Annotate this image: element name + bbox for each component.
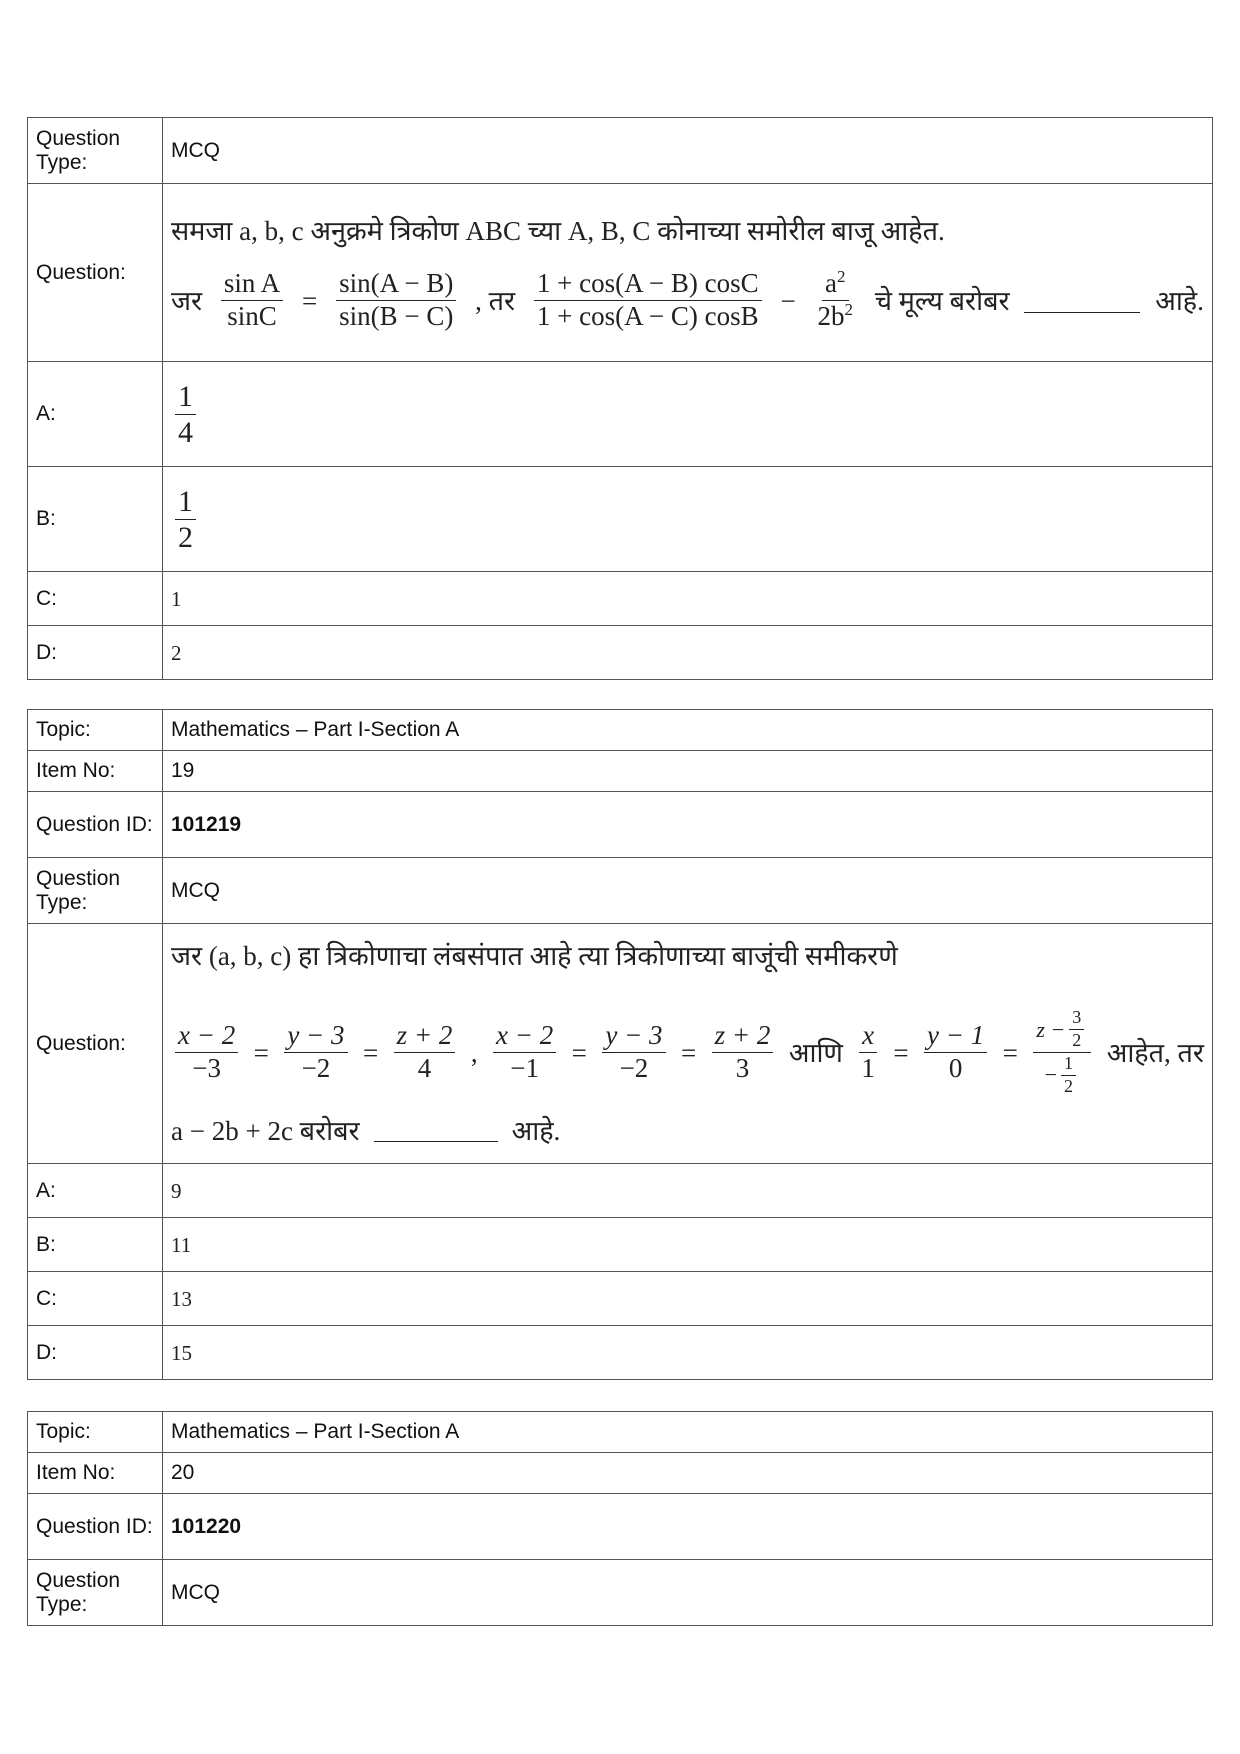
fraction-denominator: −3: [192, 1053, 221, 1083]
fraction-numerator: x − 2: [493, 1021, 556, 1053]
item-no-value: 19: [163, 751, 1213, 792]
fraction-z: [712, 1021, 774, 1083]
text-tail: चे मूल्य बरोबर: [874, 285, 1010, 316]
fraction-sina-sinc: [221, 269, 283, 331]
equals-sign: =: [893, 1037, 909, 1068]
answer-blank: [374, 1119, 498, 1142]
equals-sign: =: [362, 1037, 379, 1068]
question-label: Question:: [28, 184, 163, 362]
question-id-label: Question ID:: [28, 792, 163, 858]
fraction-numerator: 1: [175, 380, 196, 415]
question-block-19: [27, 709, 1213, 1380]
equals-sign: =: [571, 1037, 587, 1068]
question-type-value: MCQ: [163, 858, 1213, 924]
fraction-denominator: 3: [735, 1053, 750, 1083]
topic-value: Mathematics – Part I-Section A: [163, 1412, 1213, 1453]
fraction-one-half: [1061, 1054, 1076, 1097]
fraction-denominator: 2: [1072, 1030, 1082, 1051]
fraction-numerator: y − 3: [284, 1021, 347, 1053]
fraction-denominator: [815, 301, 857, 332]
fraction-z: [394, 1021, 456, 1083]
fraction-denominator: sin(B − C): [339, 301, 454, 331]
option-d-value: 15: [163, 1326, 1213, 1380]
item-no-value: 20: [163, 1453, 1213, 1494]
exponent: 2: [837, 267, 846, 287]
text-end: आहे.: [1155, 285, 1204, 316]
topic-value: Mathematics – Part I-Section A: [163, 710, 1213, 751]
fraction-numerator: 3: [1069, 1008, 1084, 1030]
option-b-value: [163, 467, 1213, 572]
equals-sign: =: [1002, 1037, 1018, 1068]
fraction-numerator: y − 3: [602, 1021, 665, 1053]
base-a: a: [825, 268, 837, 299]
text-tail: आहेत, तर: [1106, 1037, 1204, 1068]
option-c-value: 1: [163, 572, 1213, 626]
question-line-1: समजा a, b, c अनुक्रमे त्रिकोण ABC च्या A, B, C कोनाच्या समोरील बाजू आहेत.: [171, 216, 945, 247]
fraction-one-quarter: [175, 380, 196, 449]
text-ani: आणि: [788, 1037, 843, 1068]
z-minus: z −: [1036, 1016, 1066, 1042]
fraction-y: [924, 1021, 987, 1083]
text-jar: जर: [171, 285, 203, 316]
question-content: [163, 184, 1213, 362]
fraction-x: [493, 1021, 556, 1083]
option-c-label: C:: [28, 1272, 163, 1326]
option-a-label: A:: [28, 362, 163, 467]
question-id-value: 101220: [163, 1494, 1213, 1560]
fraction-numerator: 1 + cos(A − B) cosC: [534, 269, 762, 301]
item-no-label: Item No:: [28, 1453, 163, 1494]
question-type-label: Question Type:: [28, 858, 163, 924]
option-b-value: 11: [163, 1218, 1213, 1272]
question-line-1: जर (a, b, c) हा त्रिकोणाचा लंबसंपात आहे त्या त्रिकोणाच्या बाजूंची समीकरणे: [171, 941, 898, 972]
fraction-numerator: x: [859, 1021, 877, 1053]
fraction-denominator: 4: [417, 1053, 432, 1083]
fraction-numerator: sin(A − B): [336, 269, 456, 301]
topic-label: Topic:: [28, 1412, 163, 1453]
question-type-value: MCQ: [163, 1560, 1213, 1626]
fraction-denominator: 0: [948, 1053, 963, 1083]
option-d-label: D:: [28, 1326, 163, 1380]
option-a-label: A:: [28, 1164, 163, 1218]
question-label: Question:: [28, 924, 163, 1164]
fraction-x: [858, 1021, 878, 1083]
question-block-20: [27, 1411, 1213, 1626]
fraction-numerator: x − 2: [175, 1021, 238, 1053]
fraction-denominator: 2: [1064, 1075, 1073, 1096]
fraction-numerator: z + 2: [394, 1021, 456, 1053]
fraction-numerator: 1: [1061, 1054, 1076, 1076]
question-type-label: Question Type:: [28, 118, 163, 184]
equals-sign: =: [253, 1037, 269, 1068]
fraction-one-half: [175, 485, 196, 554]
equals-sign: =: [681, 1037, 697, 1068]
comma: ,: [470, 1037, 478, 1068]
minus-sign: −: [780, 285, 796, 316]
option-b-label: B:: [28, 467, 163, 572]
option-a-value: 9: [163, 1164, 1213, 1218]
question-type-value: MCQ: [163, 118, 1213, 184]
fraction-numerator: sin A: [221, 269, 283, 301]
question-line-3: [171, 1115, 1204, 1146]
question-id-label: Question ID:: [28, 1494, 163, 1560]
fraction-sin-diff: [336, 269, 456, 331]
fraction-denominator: 4: [178, 415, 193, 449]
option-d-value: 2: [163, 626, 1213, 680]
question-line-2: [171, 269, 1204, 331]
fraction-cos-expression: [534, 269, 762, 331]
question-content: [163, 924, 1213, 1164]
base-2b: 2b: [817, 301, 845, 331]
option-c-value: 13: [163, 1272, 1213, 1326]
answer-blank: [1024, 288, 1140, 313]
fraction-denominator: [1042, 1053, 1083, 1097]
fraction-denominator: 1: [861, 1053, 875, 1083]
fraction-denominator: −2: [301, 1053, 331, 1083]
equals-sign: =: [302, 285, 318, 316]
option-d-label: D:: [28, 626, 163, 680]
fraction-denominator: −1: [510, 1053, 539, 1083]
fraction-a2-2b2: [815, 269, 857, 331]
fraction-numerator: [1033, 1008, 1091, 1053]
option-a-value: [163, 362, 1213, 467]
fraction-numerator: 1: [175, 485, 196, 520]
text-comma-tar: , तर: [475, 285, 516, 316]
fraction-numerator: y − 1: [924, 1021, 987, 1053]
fraction-three-halves: [1069, 1008, 1084, 1051]
fraction-x: [175, 1021, 238, 1083]
fraction-z-nested: [1033, 1008, 1091, 1096]
exponent: 2: [844, 300, 854, 319]
option-c-label: C:: [28, 572, 163, 626]
fraction-numerator: [822, 269, 848, 301]
question-block-18: [27, 117, 1213, 680]
neg-sign: −: [1044, 1062, 1057, 1088]
question-type-label: Question Type:: [28, 1560, 163, 1626]
topic-label: Topic:: [28, 710, 163, 751]
expression-text: a − 2b + 2c बरोबर: [171, 1115, 360, 1146]
item-no-label: Item No:: [28, 751, 163, 792]
question-id-value: 101219: [163, 792, 1213, 858]
fraction-denominator: sinC: [227, 301, 277, 331]
question-equations: [171, 1008, 1204, 1096]
fraction-y: [284, 1021, 347, 1083]
text-end: आहे.: [511, 1115, 561, 1146]
fraction-y: [602, 1021, 665, 1083]
fraction-denominator: 2: [178, 520, 193, 554]
fraction-denominator: 1 + cos(A − C) cosB: [536, 301, 759, 331]
fraction-numerator: z + 2: [712, 1021, 774, 1053]
option-b-label: B:: [28, 1218, 163, 1272]
fraction-denominator: −2: [619, 1053, 649, 1083]
